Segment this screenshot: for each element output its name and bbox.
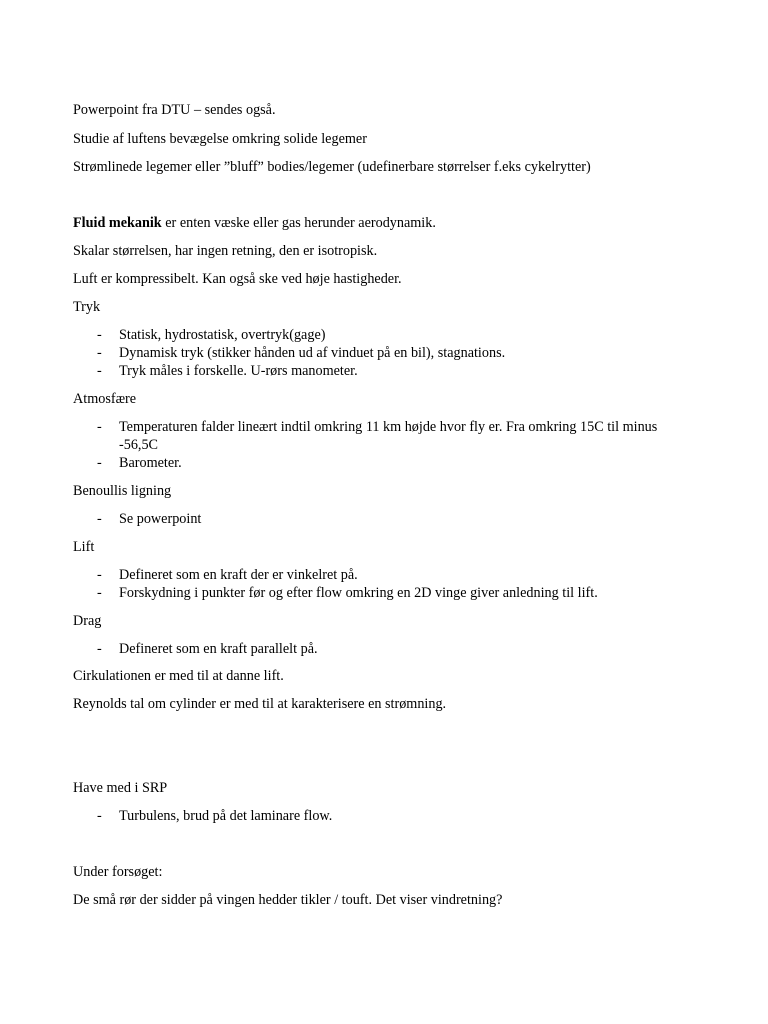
list-item-tryk: Tryk måles i forskelle. U-rørs manometer. <box>119 363 358 379</box>
paragraph-skalar: Skalar størrelsen, har ingen retning, den er isotropisk. <box>73 243 378 259</box>
paragraph-fluid-mekanik <box>73 215 436 232</box>
bullet-dash: - <box>97 363 102 379</box>
bullet-dash: - <box>97 455 102 471</box>
list-item-tryk: Statisk, hydrostatisk, overtryk(gage) <box>119 327 326 343</box>
bullet-dash: - <box>97 808 102 824</box>
bullet-dash: - <box>97 419 102 435</box>
list-item-drag: Defineret som en kraft parallelt på. <box>119 641 318 657</box>
paragraph-tikler: De små rør der sidder på vingen hedder tikler / touft. Det viser vindretning? <box>73 892 503 908</box>
heading-srp: Have med i SRP <box>73 780 168 796</box>
paragraph-studie: Studie af luftens bevægelse omkring solide legemer <box>73 131 367 147</box>
list-item-lift: Forskydning i punkter før og efter flow omkring en 2D vinge giver anledning til lift. <box>119 585 598 601</box>
heading-benoullis: Benoullis ligning <box>73 483 172 499</box>
paragraph-powerpoint: Powerpoint fra DTU – sendes også. <box>73 102 276 118</box>
heading-lift: Lift <box>73 539 95 555</box>
bullet-dash: - <box>97 345 102 361</box>
fluid-mekanik-term: Fluid mekanik <box>73 215 162 231</box>
bullet-dash: - <box>97 585 102 601</box>
list-item-atmosfaere: Barometer. <box>119 455 182 471</box>
bullet-dash: - <box>97 511 102 527</box>
list-item-benoullis: Se powerpoint <box>119 511 202 527</box>
heading-tryk: Tryk <box>73 299 101 315</box>
heading-atmosfaere: Atmosfære <box>73 391 137 407</box>
bullet-dash: - <box>97 327 102 343</box>
paragraph-cirkulation: Cirkulationen er med til at danne lift. <box>73 668 284 684</box>
paragraph-stromlinede: Strømlinede legemer eller ”bluff” bodies/legemer (udefinerbare størrelser f.eks cykelrytter) <box>73 159 591 175</box>
heading-under-forsoget: Under forsøget: <box>73 864 163 880</box>
list-item-atmosfaere: Temperaturen falder lineært indtil omkring 11 km højde hvor fly er. Fra omkring 15C til minus -56,5C <box>119 419 658 453</box>
fluid-mekanik-definition: er enten væske eller gas herunder aerodynamik. <box>161 215 436 231</box>
list-item-lift: Defineret som en kraft der er vinkelret på. <box>119 567 358 583</box>
bullet-dash: - <box>97 567 102 583</box>
heading-drag: Drag <box>73 613 102 629</box>
bullet-dash: - <box>97 641 102 657</box>
paragraph-luft: Luft er kompressibelt. Kan også ske ved høje hastigheder. <box>73 271 402 287</box>
list-item-tryk: Dynamisk tryk (stikker hånden ud af vinduet på en bil), stagnations. <box>119 345 506 361</box>
list-item-srp: Turbulens, brud på det laminare flow. <box>119 808 333 824</box>
paragraph-reynolds: Reynolds tal om cylinder er med til at karakterisere en strømning. <box>73 696 447 712</box>
